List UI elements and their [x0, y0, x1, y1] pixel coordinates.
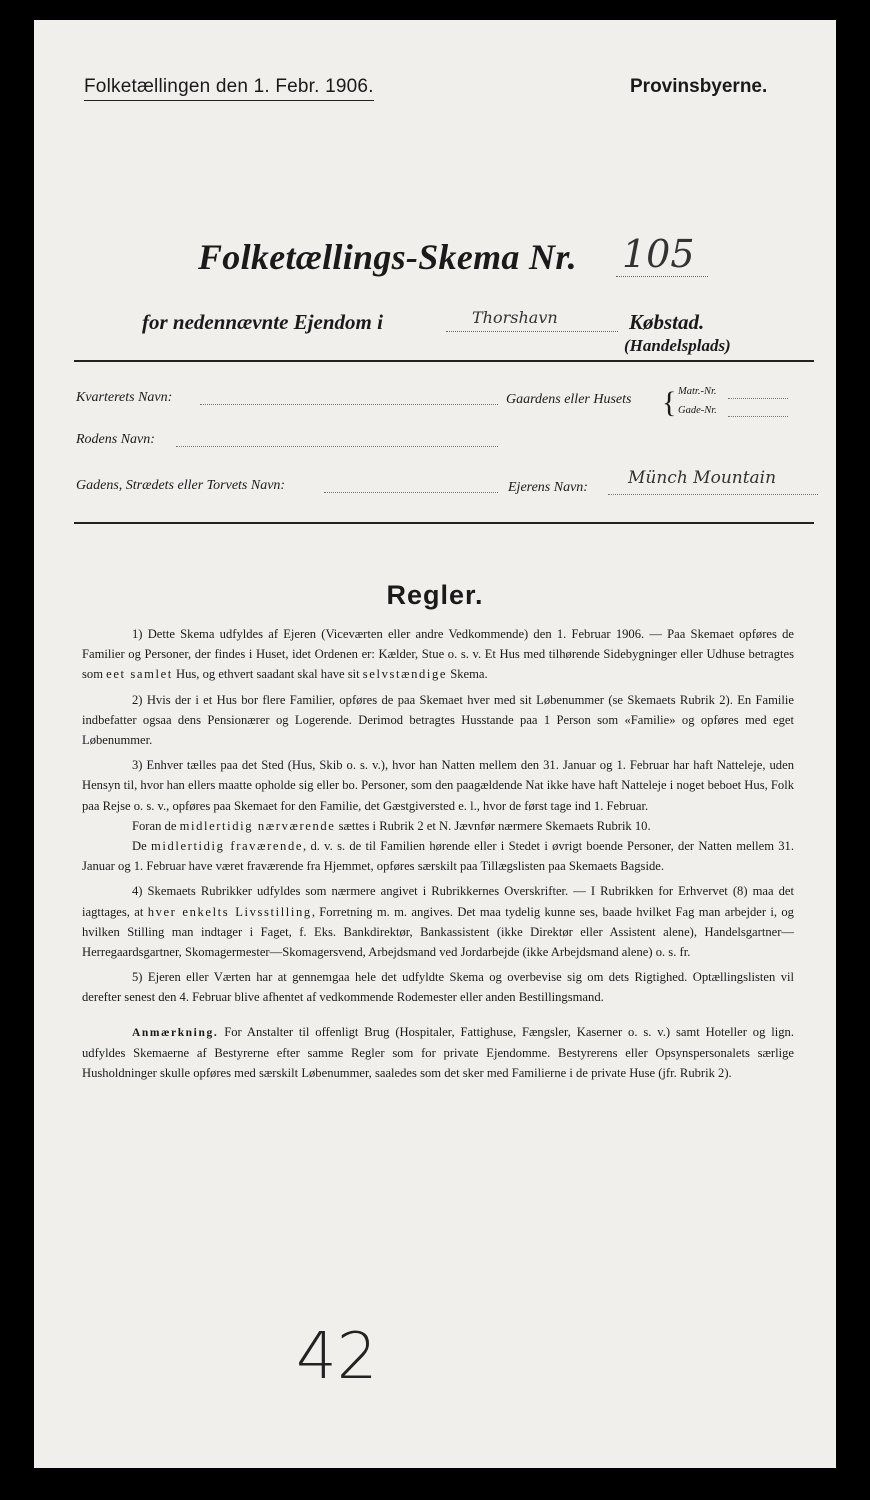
rules-body: [82, 624, 794, 1088]
rule-2: 2) Hvis der i et Hus bor flere Familier, opføres de paa Skemaet hver med sit Løbenummer (se Skemaets Rubrik 2). En Familie indbefatter ogsaa dens Pensionærer og Logerende. Derimod betragtes Husstande paa 1 Person som «Familie» og opføres med eget Løbenummer.: [82, 692, 794, 748]
region-heading: Provinsbyerne.: [630, 76, 768, 97]
town-type: Købstad.: [629, 310, 705, 334]
census-date-heading: Folketællingen den 1. Febr. 1906.: [84, 76, 374, 101]
house-label: Gaardens eller Husets: [506, 392, 632, 407]
owner-handwritten: Münch Mountain: [628, 468, 777, 488]
form-title: Folketællings-Skema Nr.: [198, 237, 577, 277]
quarter-label: Kvarterets Navn:: [76, 390, 173, 405]
rule-4: 4) Skemaets Rubrikker udfyldes som nærmere angivet i Rubrikkernes Overskrifter. — I Rubrikken for Erhvervet (8) maa det iagttages, at hver enkelts Livsstilling, Forretning m. m. angives. Det maa tydelig kunne ses, baade hvilket Fag man arbejder i, og hvilken Stilling man indtager i Faget, f. Eks. Bankdirektør, Bankassistent (ikke Direktør eller Assistent alene), Handelsgartner—Herregaardsgartner, Skomagermester—Skomagersvend, Arbejdsmand ved Jordarbejde (ikke Arbejdsmand alene) o. s. fr.: [82, 884, 794, 960]
owner-label: Ejerens Navn:: [508, 480, 588, 495]
rule-1: 1) Dette Skema udfyldes af Ejeren (Viceværten eller andre Vedkommende) den 1. Februar 1906. — Paa Skemaet opføres de Familier og Personer, der findes i Huset, idet Ordenen er: Kælder, Stue o. s. v. Et Hus med tilhørende Sidebygninger eller Udhuse betragtes som eet samlet Hus, og ethvert saadant skal have sit selvstændige Skema.: [82, 627, 794, 682]
divider-bottom: [74, 522, 814, 524]
census-form-page: [34, 20, 836, 1468]
handwritten-number: 42: [296, 1320, 378, 1394]
form-number-line: [616, 276, 708, 277]
town-handwritten: Thorshavn: [472, 308, 558, 327]
form-number-handwritten: 105: [622, 232, 695, 276]
matr-label: Matr.-Nr.: [678, 386, 717, 397]
rule-5: 5) Ejeren eller Værten har at gennemgaa hele det udfyldte Skema og overbevise sig om dets Rigtighed. Optællingslisten vil derefter senest den 4. Februar blive afhentet af vedkommende Rodemester eller anden Bestillingsmand.: [82, 970, 794, 1005]
quarter-line: [200, 404, 498, 405]
rule-3: 3) Enhver tælles paa det Sted (Hus, Skib o. s. v.), hvor han Natten mellem den 31. Januar og 1. Februar har haft Natteleje, uden Hensyn til, hvor han ellers maatte opholde sig eller bo. Personer, som den paagældende Nat ikke have haft Natteleje i noget beboet Hus, Folk paa Rejse o. s. v., opføres paa Skemaet for den Familie, det Gæstgiversted e. l., hvor de først tage ind 1. Februar.: [82, 758, 794, 813]
brace: {: [662, 386, 677, 419]
district-line: [176, 446, 498, 447]
rule-3-absent: De midlertidig fraværende, d. v. s. de til Familien hørende eller i Stedet i øvrigt boende Personer, der Natten mellem 31. Januar og 1. Februar have været fraværende fra Hjemmet, opføres særskilt paa Tillægslisten paa Skemaets Bagside.: [82, 839, 794, 874]
district-label: Rodens Navn:: [76, 432, 155, 447]
town-line: [446, 331, 618, 332]
street-line: [324, 492, 498, 493]
rules-title: Regler.: [386, 580, 484, 610]
note: Anmærkning. For Anstalter til offenligt Brug (Hospitaler, Fattighuse, Fængsler, Kaserner o. s. v.) samt Hoteller og lign. udfyldes Skemaerne af Bestyrerne efter samme Regler som for private Ejendomme. Bestyrerens eller Opsynspersonalets særlige Husholdninger skulle opføres med særskilt Løbenummer, saaledes som det sker med Familierne i de private Huse (jfr. Rubrik 2).: [82, 1024, 794, 1081]
matr-line: [728, 398, 788, 399]
town-type-alt: (Handelsplads): [624, 336, 731, 355]
street-number-label: Gade-Nr.: [678, 405, 717, 416]
owner-line: [608, 494, 818, 495]
street-label: Gadens, Strædets eller Torvets Navn:: [76, 478, 286, 493]
rule-3-present: Foran de midlertidig nærværende sættes i Rubrik 2 et N. Jævnfør nærmere Skemaets Rubrik 10.: [132, 818, 651, 833]
street-number-line: [728, 416, 788, 417]
divider-top: [74, 360, 814, 362]
property-intro: for nedennævnte Ejendom i: [142, 310, 383, 334]
